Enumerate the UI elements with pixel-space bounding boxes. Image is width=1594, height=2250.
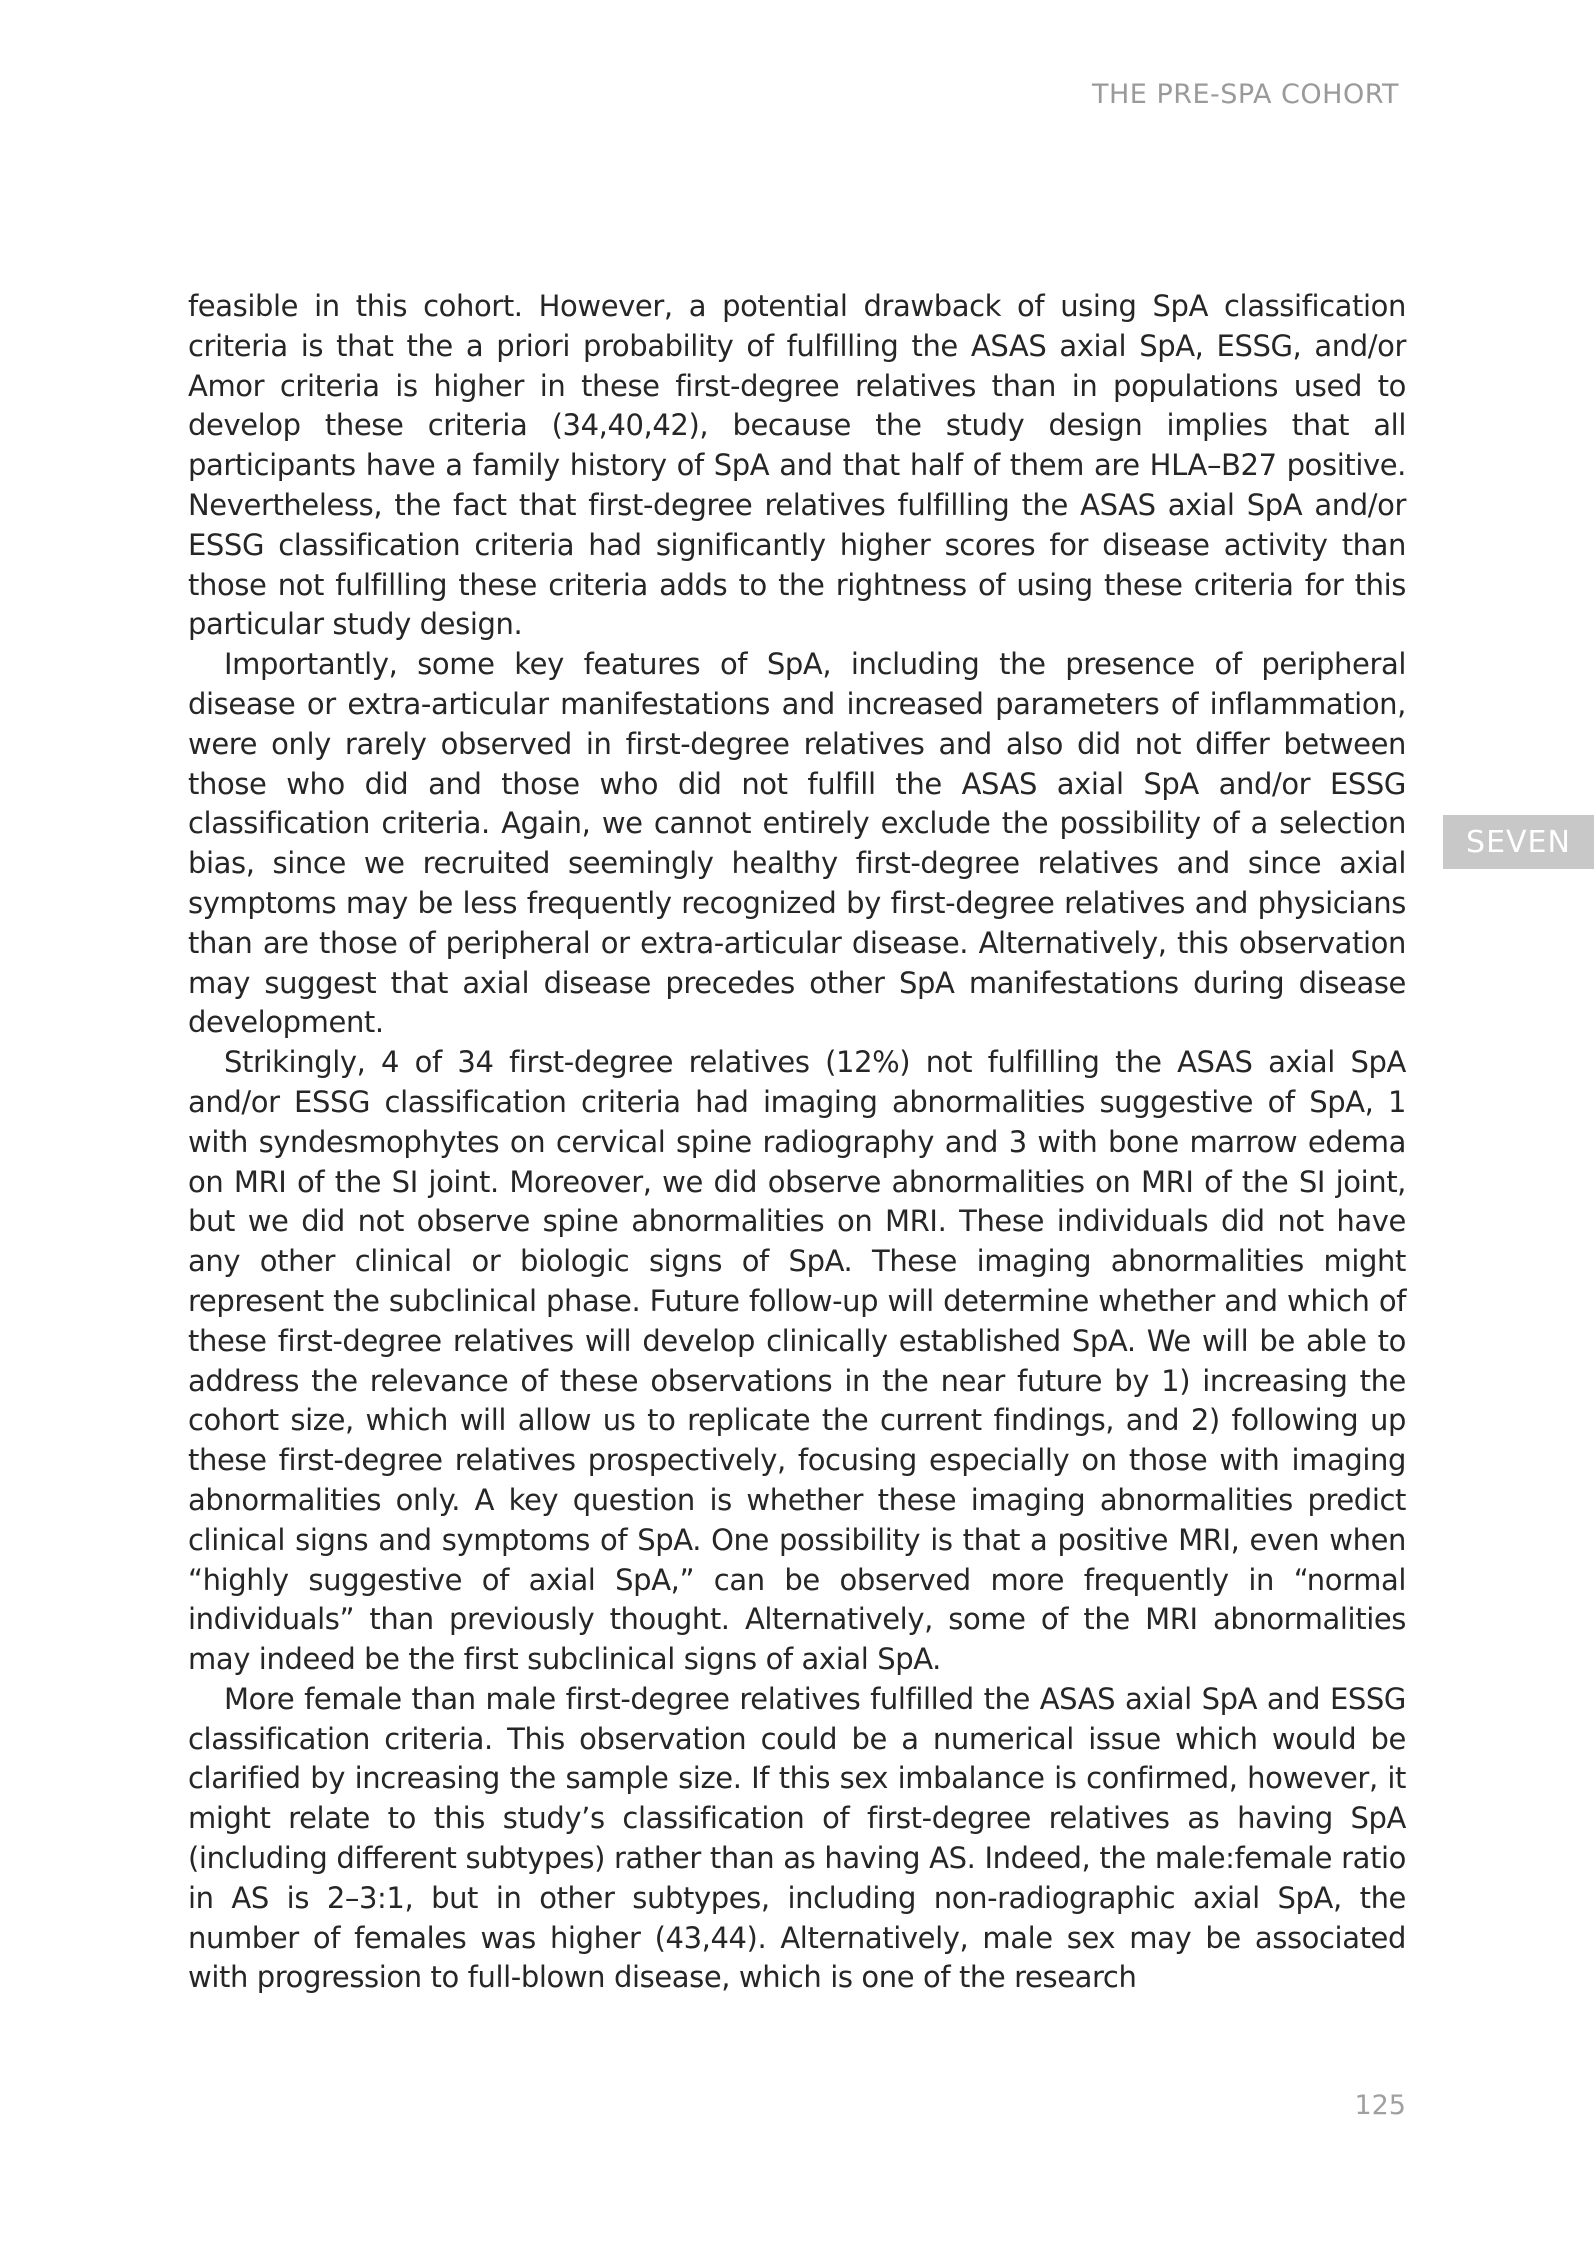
paragraph-sex-imbalance: More female than male first-degree relatives fulfilled the ASAS axial SpA and ESSG classification criteria. This observation could be a numerical issue which would be clarified by increasing the sample size. If this sex imbalance is confirmed, however, it might relate to this study’s classification of first-degree relatives as having SpA (including different subtypes) rather than as having AS. Indeed, the male:female ratio in AS is 2–3:1, but in other subtypes, including non-radiographic axial SpA, the number of females was higher (43,44). Alternatively, male sex may be associated with progression to full-blown disease, which is one of the research xyxy=(188,1681,1406,1995)
body-text xyxy=(188,287,1406,1998)
paragraph-imaging-abnormalities: Strikingly, 4 of 34 first-degree relatives (12%) not fulfilling the ASAS axial SpA and/or ESSG classification criteria had imaging abnormalities suggestive of SpA, 1 with syndesmophytes on cervical spine radiography and 3 with bone marrow edema on MRI of the SI joint. Moreover, we did observe abnormalities on MRI of the SI joint, but we did not observe spine abnormalities on MRI. These individuals did not have any other clinical or biologic signs of SpA. These imaging abnormalities might represent the subclinical phase. Future follow-up will determine whether and which of these first-degree relatives will develop clinically established SpA. We will be able to address the relevance of these observations in the near future by 1) increasing the cohort size, which will allow us to replicate the current findings, and 2) following up these first-degree relatives prospectively, focusing especially on those with imaging abnormalities only. A key question is whether these imaging abnormalities predict clinical signs and symptoms of SpA. One possibility is that a positive MRI, even when “highly suggestive of axial SpA,” can be observed more frequently in “normal individuals” than previously thought. Alternatively, some of the MRI abnormalities may indeed be the first subclinical signs of axial SpA. xyxy=(188,1045,1406,1677)
paragraph-key-features: Importantly, some key features of SpA, including the presence of peripheral disease or extra-articular manifestations and increased parameters of inflammation, were only rarely observed in first-degree relatives and also did not differ between those who did and those who did not fulfill the ASAS axial SpA and/or ESSG classification criteria. Again, we cannot entirely exclude the possibility of a selection bias, since we recruited seemingly healthy first-degree relatives and since axial symptoms may be less frequently recognized by first-degree relatives and physicians than are those of peripheral or extra-articular disease. Alternatively, this observation may suggest that axial disease precedes other SpA manifestations during disease development. xyxy=(188,647,1406,1040)
running-header-title: THE PRE-SPA COHORT xyxy=(1092,79,1399,110)
paragraph-continuation: feasible in this cohort. However, a potential drawback of using SpA classification criteria is that the a priori probability of fulfilling the ASAS axial SpA, ESSG, and/or Amor criteria is higher in these first-degree relatives than in populations used to develop these criteria (34,40,42), because the study design implies that all participants have a family history of SpA and that half of them are HLA–B27 positive. Nevertheless, the fact that first-degree relatives fulfilling the ASAS axial SpA and/or ESSG classification criteria had significantly higher scores for disease activity than those not fulfilling these criteria adds to the rightness of using these criteria for this particular study design. xyxy=(188,289,1406,642)
chapter-tab-label: SEVEN xyxy=(1466,824,1571,860)
chapter-tab xyxy=(1443,815,1594,869)
page-number: 125 xyxy=(1354,2090,1406,2121)
